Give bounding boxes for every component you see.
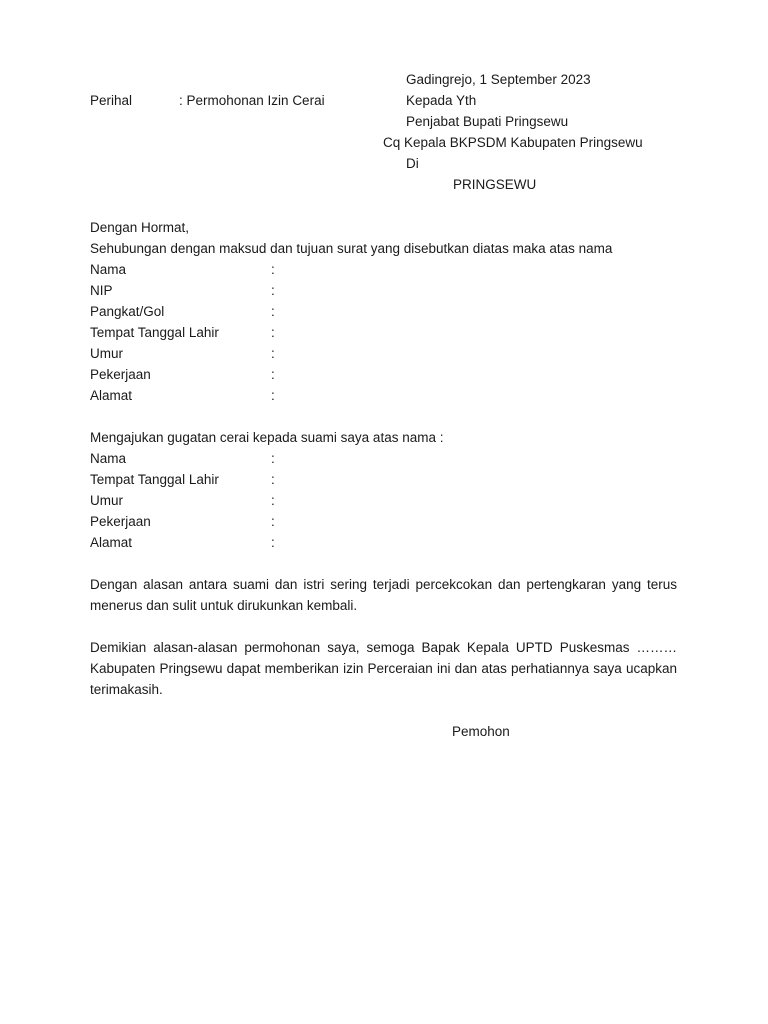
recipient-line-1: Kepada Yth xyxy=(406,93,477,108)
field-colon: : xyxy=(271,283,275,298)
field-label: Umur xyxy=(90,346,123,361)
field-colon: : xyxy=(271,451,275,466)
reason-paragraph: Dengan alasan antara suami dan istri sering terjadi percekcokan dan pertengkaran yang terus menerus dan sulit untuk dirukunkan kembali. xyxy=(90,577,677,614)
recipient-line-4: Di xyxy=(406,156,419,171)
perihal-label: Perihal xyxy=(90,93,133,108)
field-label: Pekerjaan xyxy=(90,514,151,529)
field-colon: : xyxy=(271,514,275,529)
field-colon: : xyxy=(271,388,275,403)
field-colon: : xyxy=(271,367,275,382)
field-label: Pangkat/Gol xyxy=(90,304,165,319)
field-label: Alamat xyxy=(90,388,133,403)
field-label: Nama xyxy=(90,451,127,466)
recipient-line-5: PRINGSEWU xyxy=(453,177,537,192)
field-label: Umur xyxy=(90,493,123,508)
intro-text: Sehubungan dengan maksud dan tujuan surat yang disebutkan diatas maka atas nama xyxy=(90,241,613,256)
place-date: Gadingrejo, 1 September 2023 xyxy=(406,72,591,87)
field-colon: : xyxy=(271,325,275,340)
closing-paragraph: Demikian alasan-alasan permohonan saya, semoga Bapak Kepala UPTD Puskesmas ……… Kabupaten Pringsewu dapat memberikan izin Perceraian ini dan atas perhatiannya saya ucapkan terimakasih. xyxy=(90,640,677,698)
husband-intro: Mengajukan gugatan cerai kepada suami saya atas nama : xyxy=(90,430,444,445)
field-label: Tempat Tanggal Lahir xyxy=(90,325,219,340)
field-colon: : xyxy=(271,472,275,487)
field-colon: : xyxy=(271,304,275,319)
recipient-line-2: Penjabat Bupati Pringsewu xyxy=(406,114,569,129)
field-colon: : xyxy=(271,346,275,361)
field-label: NIP xyxy=(90,283,113,298)
greeting: Dengan Hormat, xyxy=(90,220,190,235)
field-colon: : xyxy=(271,262,275,277)
field-label: Alamat xyxy=(90,535,133,550)
signature-label: Pemohon xyxy=(452,724,510,739)
perihal-value: : Permohonan Izin Cerai xyxy=(179,93,325,108)
field-label: Tempat Tanggal Lahir xyxy=(90,472,219,487)
field-colon: : xyxy=(271,535,275,550)
recipient-line-3: Cq Kepala BKPSDM Kabupaten Pringsewu xyxy=(383,135,643,150)
field-label: Nama xyxy=(90,262,127,277)
field-label: Pekerjaan xyxy=(90,367,151,382)
field-colon: : xyxy=(271,493,275,508)
